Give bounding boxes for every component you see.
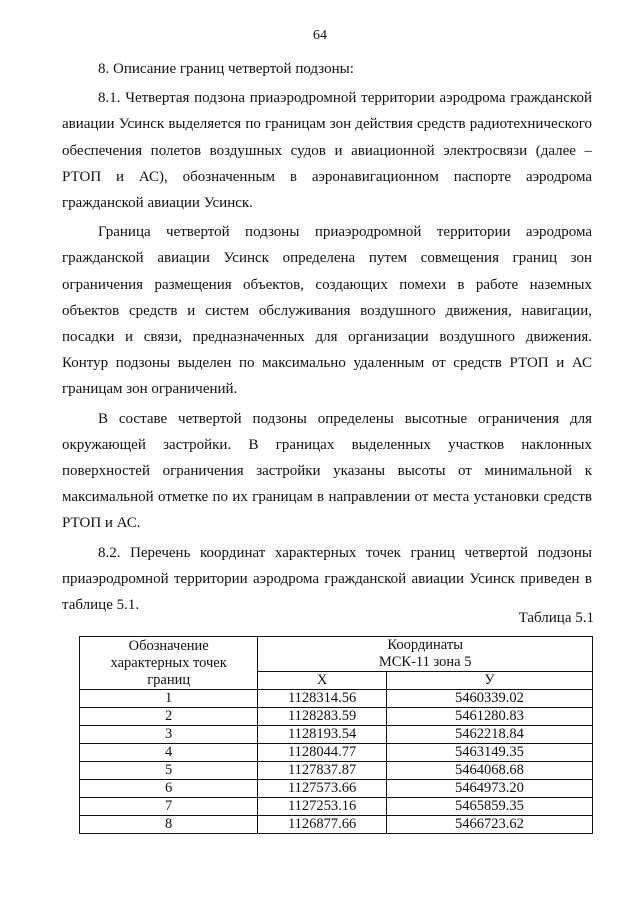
point-cell: 6 <box>80 780 258 798</box>
y-cell: 5466723.62 <box>386 816 592 834</box>
y-cell: 5463149.35 <box>386 744 592 762</box>
x-cell: 1128283.59 <box>258 708 387 726</box>
x-cell: 1127573.66 <box>258 780 387 798</box>
point-header-line-2: характерных точек <box>110 654 227 671</box>
point-cell: 5 <box>80 762 258 780</box>
x-cell: 1127837.87 <box>258 762 387 780</box>
x-cell: 1128193.54 <box>258 726 387 744</box>
y-cell: 5464068.68 <box>386 762 592 780</box>
table-row <box>80 798 593 816</box>
y-cell: 5462218.84 <box>386 726 592 744</box>
table-row <box>80 762 593 780</box>
point-cell: 8 <box>80 816 258 834</box>
x-cell: 1127253.16 <box>258 798 387 816</box>
coordinates-table <box>79 636 593 834</box>
table-row <box>80 780 593 798</box>
coordinates-header-line-1: Координаты <box>387 637 463 653</box>
table-caption: Таблица 5.1 <box>518 610 594 626</box>
y-cell: 5460339.02 <box>386 690 592 708</box>
point-cell: 4 <box>80 744 258 762</box>
coordinates-header <box>258 637 593 672</box>
section-heading: 8. Описание границ четвертой подзоны: <box>98 61 354 77</box>
table-row <box>80 816 593 834</box>
paragraph-8-2: 8.2. Перечень координат характерных точек границ четвертой подзоны приаэродромной территории аэродрома гражданской авиации Усинск приведен в таблице 5.1. <box>62 544 592 614</box>
y-column-header: У <box>386 672 592 690</box>
table-row <box>80 726 593 744</box>
x-cell: 1126877.66 <box>258 816 387 834</box>
y-cell: 5465859.35 <box>386 798 592 816</box>
x-cell: 1128314.56 <box>258 690 387 708</box>
x-column-header: X <box>258 672 387 690</box>
table-row <box>80 690 593 708</box>
y-cell: 5461280.83 <box>386 708 592 726</box>
coordinates-header-line-2: МСК-11 зона 5 <box>378 654 472 670</box>
point-cell: 3 <box>80 726 258 744</box>
point-header-line-1: Обозначение <box>128 637 209 654</box>
paragraph-height-limits: В составе четвертой подзоны определены высотные ограничения для окружающей застройки. В границах выделенных участков наклонных поверхностей ограничения застройки указаны высоты от минимальной к максимальной отметке по их границам в направлении от места установки средств РТОП и АС. <box>62 410 592 532</box>
point-column-header <box>80 637 258 690</box>
table-row <box>80 708 593 726</box>
point-cell: 7 <box>80 798 258 816</box>
table-row <box>80 744 593 762</box>
x-cell: 1128044.77 <box>258 744 387 762</box>
page-number: 64 <box>313 28 327 43</box>
y-cell: 5464973.20 <box>386 780 592 798</box>
document-body <box>62 56 592 618</box>
paragraph-boundary: Граница четвертой подзоны приаэродромной территории аэродрома гражданской авиации Усинск определена путем совмещения границ зон ограничения размещения объектов, создающих помехи в работе наземных объектов средств и систем обслуживания воздушного движения, навигации, посадки и связи, предназначенных для организации воздушного движения. Контур подзоны выделен по максимально удаленным от средств РТОП и АС границам зон ограничений. <box>62 224 592 398</box>
point-cell: 2 <box>80 708 258 726</box>
coordinates-table-body <box>80 690 593 834</box>
paragraph-8-1: 8.1. Четвертая подзона приаэродромной территории аэродрома гражданской авиации Усинск выделяется по границам зон действия средств радиотехнического обеспечения полетов воздушных судов и авиационной электросвязи (далее – РТОП и АС), обозначенным в аэронавигационном паспорте аэродрома гражданской авиации Усинск. <box>62 90 592 212</box>
point-header-line-3: границ <box>147 671 191 688</box>
point-cell: 1 <box>80 690 258 708</box>
